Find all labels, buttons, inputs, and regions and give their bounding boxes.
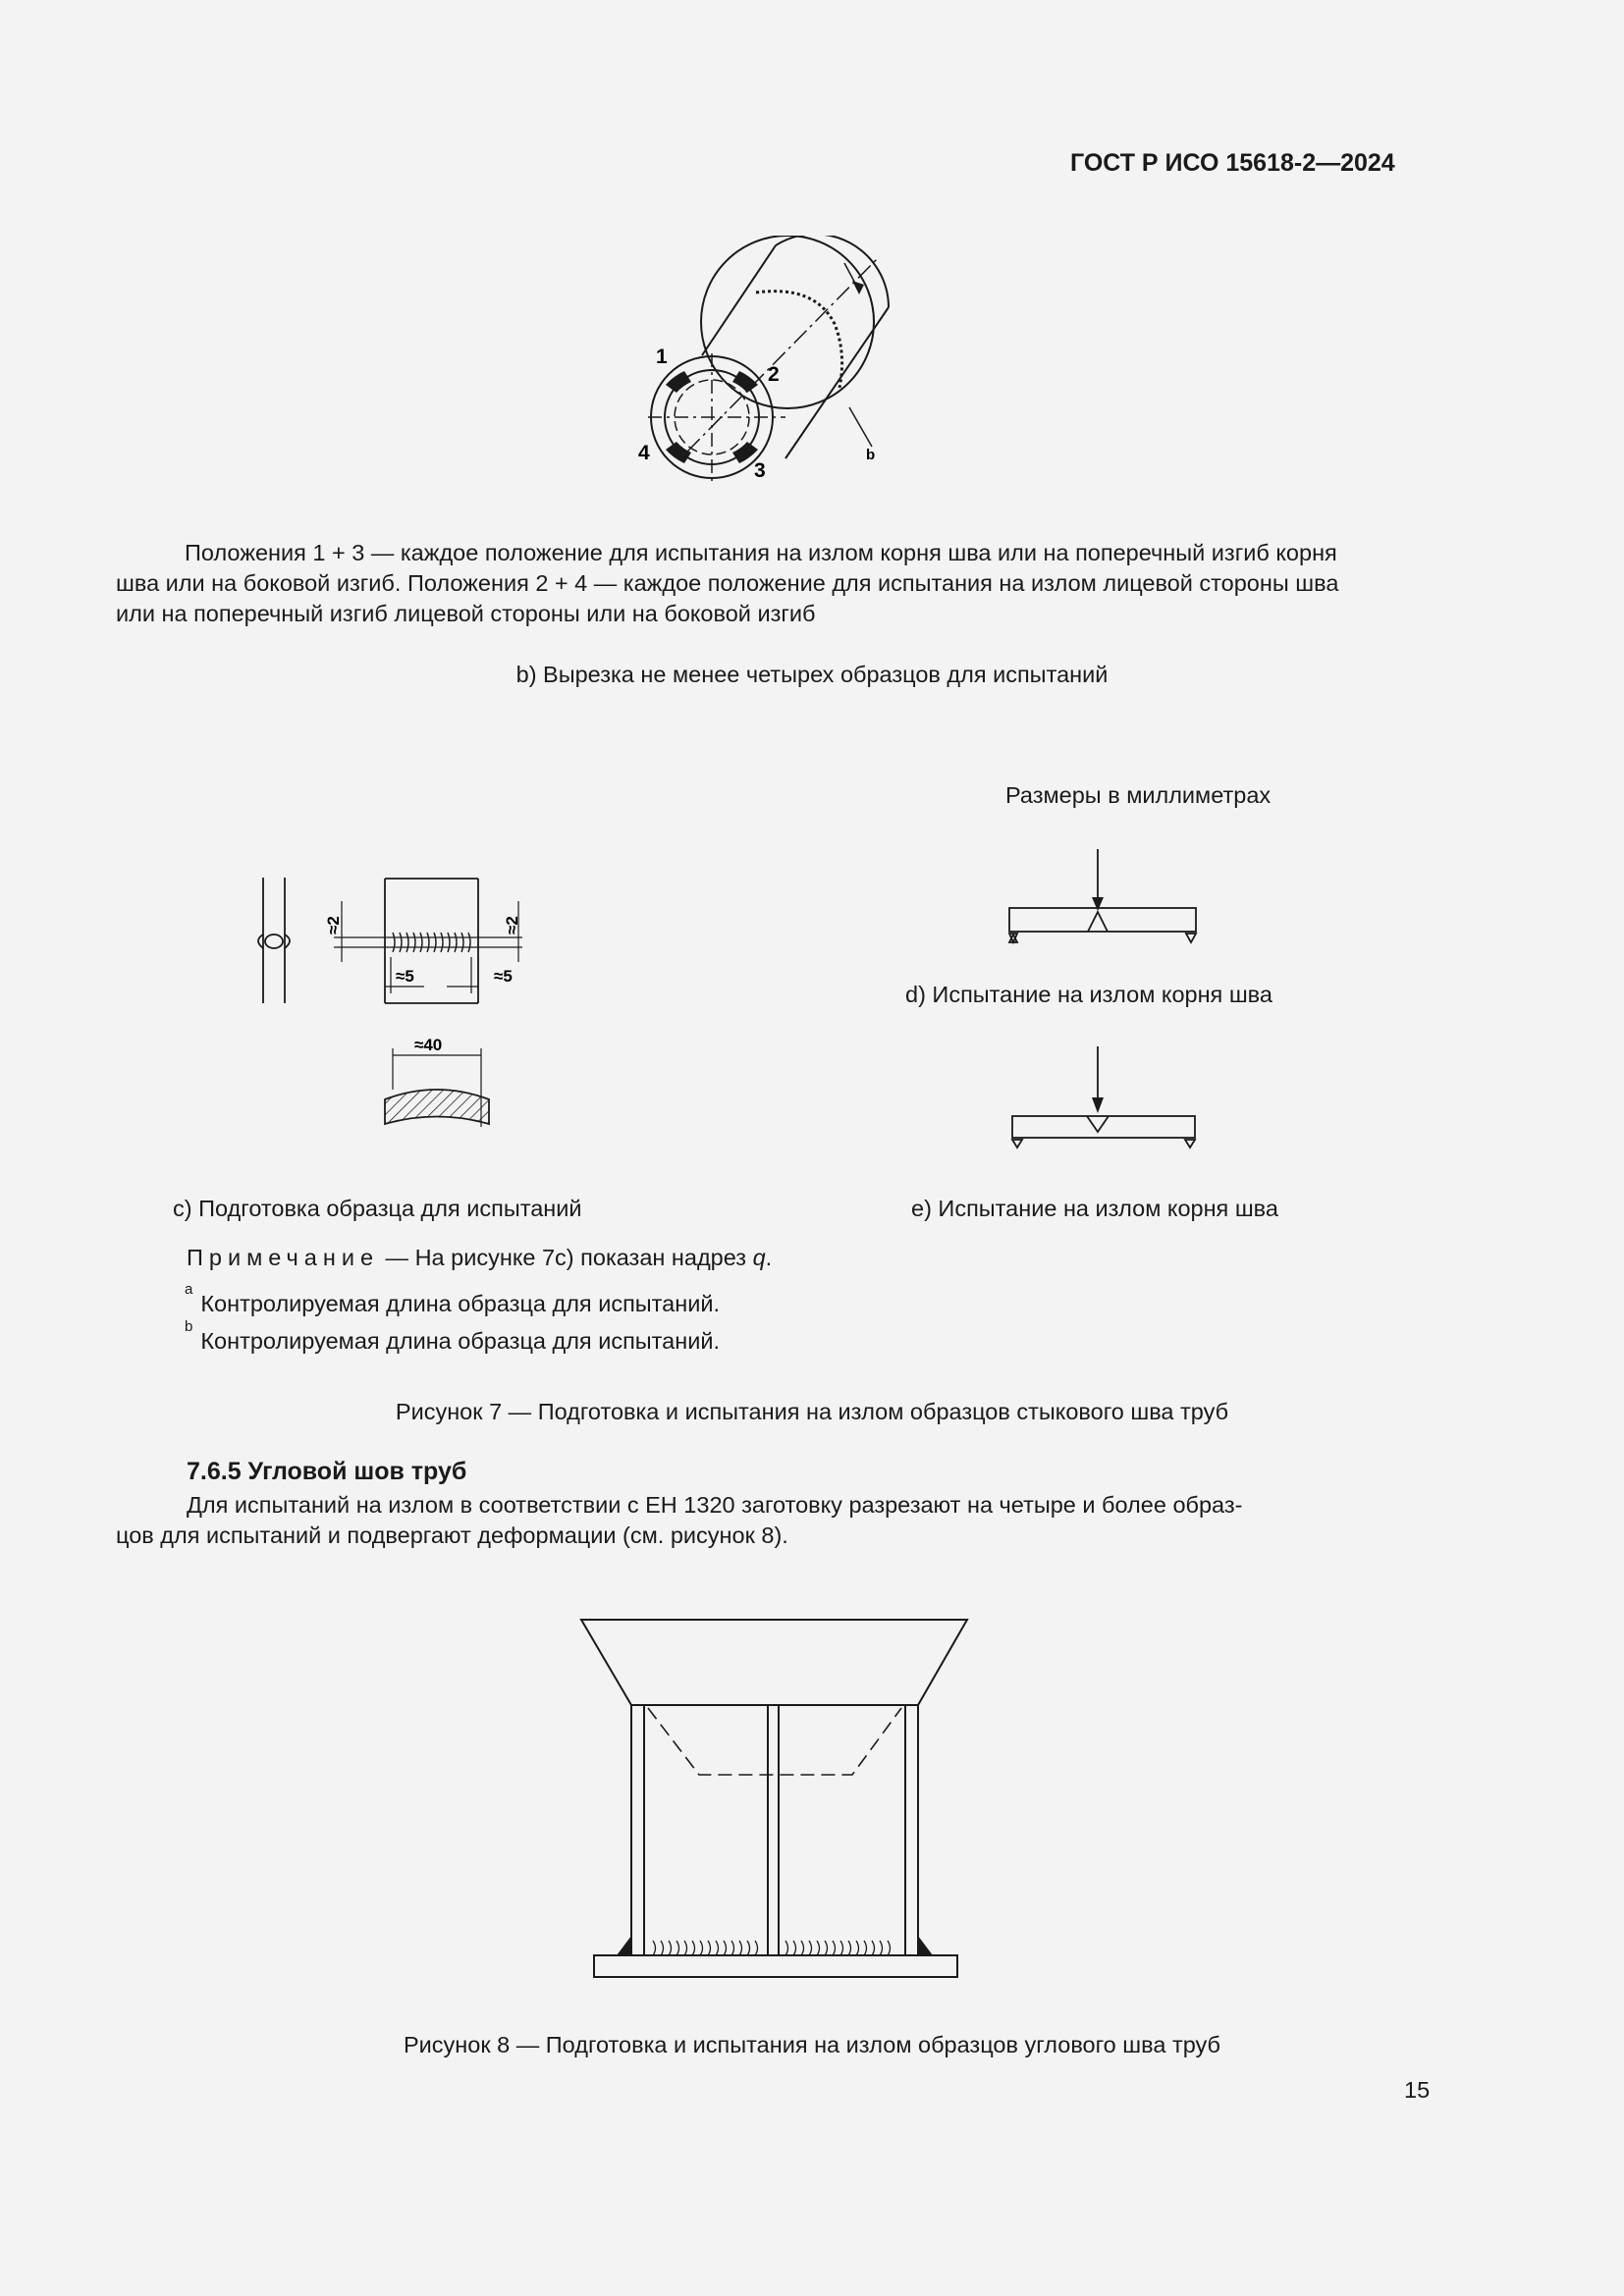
document-code: ГОСТ Р ИСО 15618-2—2024 (1070, 149, 1395, 177)
figure-e-test-drawing (1001, 1041, 1218, 1158)
figure7-note (187, 1245, 772, 1271)
dimensions-note: Размеры в миллиметрах (1005, 782, 1272, 808)
footnote-b (185, 1318, 721, 1355)
figure8-caption: Рисунок 8 — Подготовка и испытания на излом образцов углового шва труб (404, 2032, 1220, 2057)
position-1-label: 1 (656, 346, 668, 368)
note-text-end: . (765, 1245, 773, 1270)
dim-approx40: ≈40 (414, 1036, 443, 1054)
position-4-label: 4 (638, 442, 650, 464)
note-label: Примечание (187, 1245, 380, 1270)
b-label: b (866, 447, 876, 463)
note-text: — На рисунке 7c) показан надрез (379, 1245, 753, 1270)
section-para-line-2: цов для испытаний и подвергают деформации (см. рисунок 8). (116, 1522, 788, 1548)
explanation-line-3: или на поперечный изгиб лицевой стороны или на боковой изгиб (116, 601, 816, 626)
figure8-drawing (579, 1610, 972, 1983)
figure-c-specimen-drawing (236, 864, 530, 1139)
footnote-b-text: Контролируемая длина образца для испытаний. (200, 1327, 721, 1354)
footnote-a-mark: a (185, 1281, 193, 1298)
section-para-line-1: Для испытаний на излом в соответствии с ЕН 1320 заготовку разрезают на четыре и более образ- (187, 1492, 1243, 1518)
dim-approx5-left: ≈5 (396, 967, 414, 986)
section-title: 7.6.5 Угловой шов труб (187, 1458, 467, 1485)
figure-d-caption: d) Испытание на излом корня шва (905, 982, 1272, 1007)
figure-b-pipe-drawing (628, 236, 923, 491)
figure-d-test-drawing (1001, 844, 1218, 952)
figure7-caption: Рисунок 7 — Подготовка и испытания на излом образцов стыкового шва труб (395, 1399, 1229, 1424)
explanation-line-2: шва или на боковой изгиб. Положения 2 + 4 — каждое положение для испытания на излом лицевой стороны шва (116, 570, 1339, 596)
explanation-line-1: Положения 1 + 3 — каждое положение для испытания на излом корня шва или на поперечный изгиб корня (185, 540, 1337, 565)
footnote-a-text: Контролируемая длина образца для испытаний. (200, 1290, 721, 1316)
figure-e-caption: e) Испытание на излом корня шва (911, 1196, 1278, 1221)
page-number: 15 (1404, 2077, 1431, 2103)
figure-b-explanation (116, 538, 1432, 629)
dim-approx2-right: ≈2 (503, 916, 521, 934)
footnote-a (185, 1281, 721, 1317)
dim-approx2-left: ≈2 (324, 916, 343, 934)
figure-b-caption: b) Вырезка не менее четырех образцов для испытаний (515, 662, 1109, 687)
position-3-label: 3 (754, 459, 766, 482)
figure-c-caption: c) Подготовка образца для испытаний (173, 1196, 582, 1221)
position-2-label: 2 (768, 363, 780, 386)
dim-approx5-right: ≈5 (494, 967, 513, 986)
note-variable: q (752, 1245, 766, 1270)
section-paragraph (116, 1490, 1432, 1551)
footnote-b-mark: b (185, 1318, 193, 1335)
